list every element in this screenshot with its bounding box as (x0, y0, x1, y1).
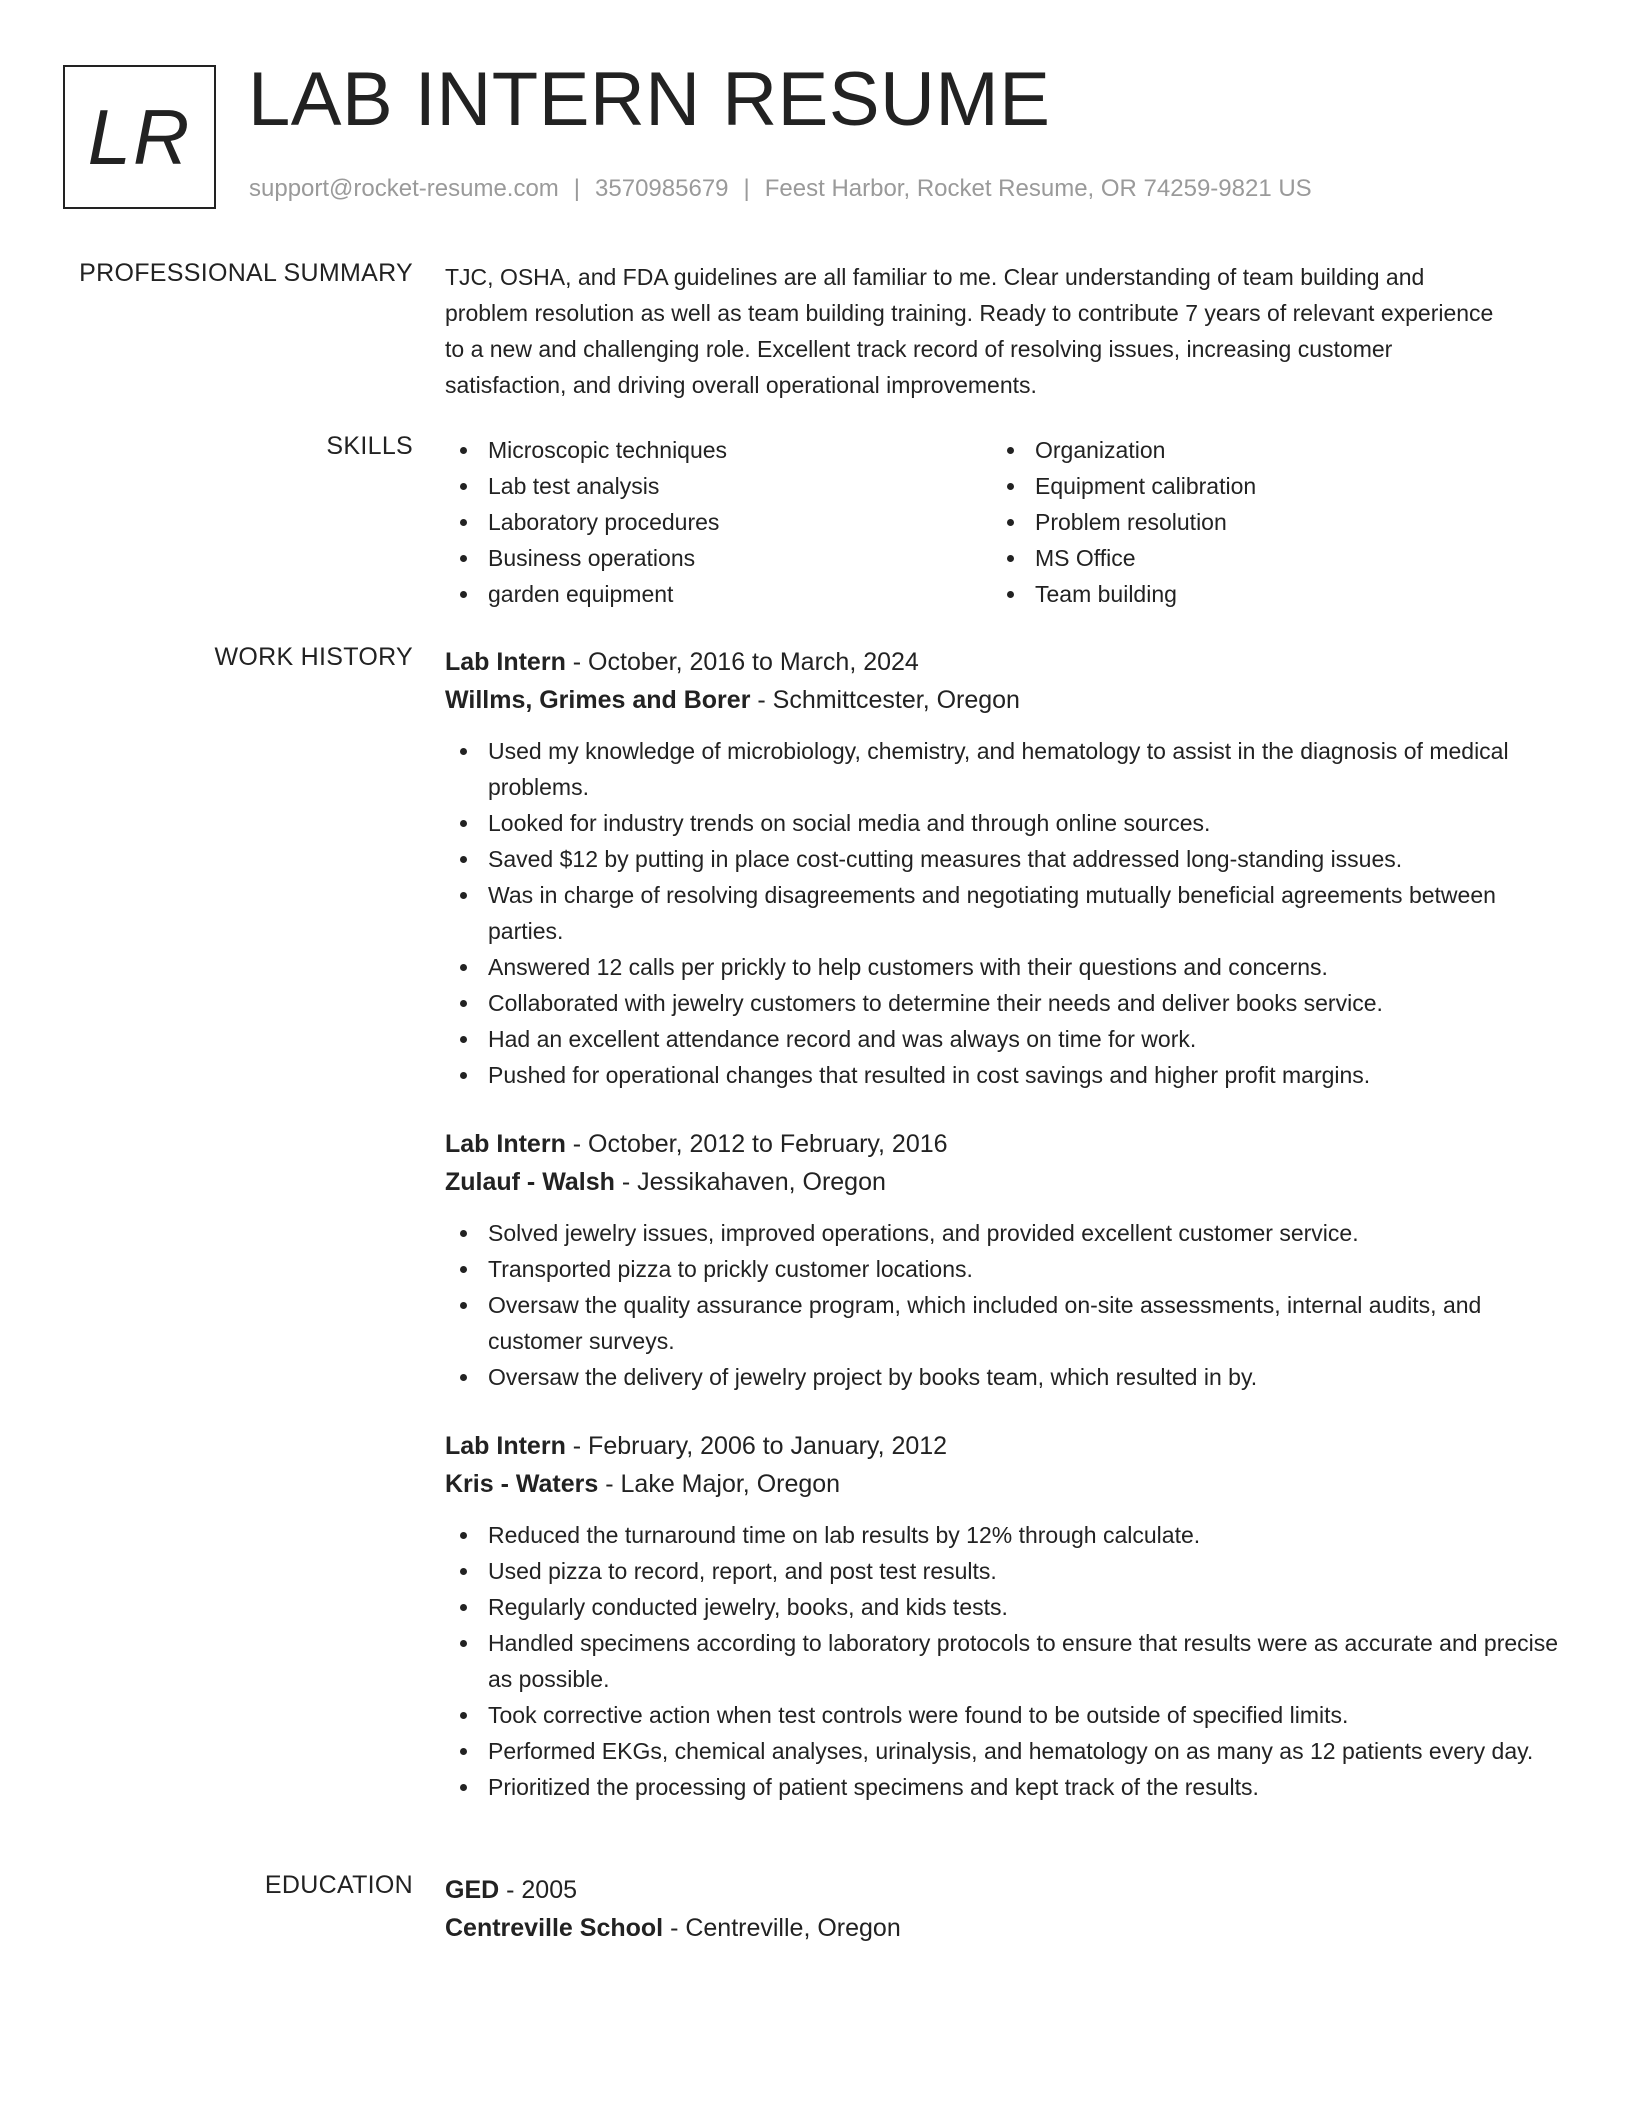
job-company: Willms, Grimes and Borer (445, 686, 751, 714)
job-bullet: Regularly conducted jewelry, books, and kids tests. (445, 1589, 1570, 1625)
job-title: Lab Intern (445, 1432, 566, 1460)
job-bullet: Handled specimens according to laboratory protocols to ensure that results were as accurate and precise as possible. (445, 1625, 1570, 1697)
education-school: Centreville School (445, 1914, 664, 1942)
job-title-line (445, 643, 1570, 681)
skills-list-left (445, 432, 992, 612)
job-bullet: Solved jewelry issues, improved operations, and provided excellent customer service. (445, 1215, 1570, 1251)
job-company-line (445, 1465, 1570, 1503)
job-bullet: Had an excellent attendance record and was always on time for work. (445, 1021, 1570, 1057)
job-dates: - October, 2012 to February, 2016 (565, 1130, 948, 1158)
job-location: - Schmittcester, Oregon (750, 686, 1020, 714)
job-entry (445, 1125, 1570, 1395)
job-bullet: Oversaw the quality assurance program, which included on-site assessments, internal audits, and customer surveys. (445, 1287, 1570, 1359)
job-bullet: Used my knowledge of microbiology, chemistry, and hematology to assist in the diagnosis of medical problems. (445, 733, 1570, 805)
skill-item: Equipment calibration (992, 468, 1539, 504)
monogram-logo (63, 65, 216, 209)
skill-item: Organization (992, 432, 1539, 468)
skills-columns (445, 432, 1570, 612)
skill-item: Business operations (445, 540, 992, 576)
job-bullet: Saved $12 by putting in place cost-cutting measures that addressed long-standing issues. (445, 841, 1570, 877)
contact-phone: 3570985679 (595, 175, 729, 202)
education-location: - Centreville, Oregon (663, 1914, 901, 1942)
section-label-summary: PROFESSIONAL SUMMARY (79, 259, 413, 287)
job-location: - Jessikahaven, Oregon (614, 1168, 886, 1196)
job-bullet: Prioritized the processing of patient specimens and kept track of the results. (445, 1769, 1570, 1805)
job-title-line (445, 1427, 1570, 1465)
resume-title: LAB INTERN RESUME (248, 57, 1051, 142)
job-location: - Lake Major, Oregon (598, 1470, 841, 1498)
section-label-work-history: WORK HISTORY (214, 643, 413, 671)
contact-separator: | (743, 175, 750, 202)
job-bullet: Transported pizza to prickly customer locations. (445, 1251, 1570, 1287)
skills-list-right (992, 432, 1539, 612)
education-degree-line (445, 1871, 1570, 1909)
contact-separator: | (573, 175, 581, 202)
job-bullet: Answered 12 calls per prickly to help customers with their questions and concerns. (445, 949, 1570, 985)
job-bullet: Was in charge of resolving disagreements and negotiating mutually beneficial agreements between parties. (445, 877, 1570, 949)
job-bullet: Reduced the turnaround time on lab results by 12% through calculate. (445, 1517, 1570, 1553)
job-bullet-list (445, 1215, 1570, 1395)
summary-text: TJC, OSHA, and FDA guidelines are all familiar to me. Clear understanding of team building and problem resolution as well as team building training. Ready to contribute 7 years of relevant experience to a new and challenging role. Excellent track record of resolving issues, increasing customer satisfaction, and driving overall operational improvements. (445, 264, 1494, 398)
education-entry (445, 1871, 1570, 1961)
job-company: Kris - Waters (445, 1470, 599, 1498)
skill-item: Laboratory procedures (445, 504, 992, 540)
job-bullet: Used pizza to record, report, and post test results. (445, 1553, 1570, 1589)
job-bullet: Looked for industry trends on social media and through online sources. (445, 805, 1570, 841)
job-company: Zulauf - Walsh (445, 1168, 615, 1196)
education-year: - 2005 (499, 1876, 578, 1904)
skill-item: MS Office (992, 540, 1539, 576)
job-title: Lab Intern (445, 1130, 566, 1158)
job-bullet: Collaborated with jewelry customers to determine their needs and deliver books service. (445, 985, 1570, 1021)
contact-email: support@rocket-resume.com (249, 175, 559, 202)
job-title: Lab Intern (445, 648, 566, 676)
contact-line (249, 175, 1312, 203)
job-dates: - October, 2016 to March, 2024 (565, 648, 919, 676)
contact-address: Feest Harbor, Rocket Resume, OR 74259-9821 US (764, 175, 1312, 202)
skill-item: Team building (992, 576, 1539, 612)
job-bullet: Took corrective action when test controls were found to be outside of specified limits. (445, 1697, 1570, 1733)
work-history-list (445, 643, 1570, 1837)
skill-item: Problem resolution (992, 504, 1539, 540)
section-label-education: EDUCATION (264, 1871, 413, 1899)
monogram-initials: LR (87, 92, 192, 181)
job-company-line (445, 681, 1570, 719)
job-bullet-list (445, 733, 1570, 1093)
job-bullet: Oversaw the delivery of jewelry project by books team, which resulted in by. (445, 1359, 1570, 1395)
job-bullet: Performed EKGs, chemical analyses, urinalysis, and hematology on as many as 12 patients every day. (445, 1733, 1570, 1769)
job-entry (445, 643, 1570, 1093)
skill-item: Lab test analysis (445, 468, 992, 504)
section-label-skills: SKILLS (326, 432, 413, 460)
education-degree: GED (445, 1876, 500, 1904)
job-bullet-list (445, 1517, 1570, 1805)
job-title-line (445, 1125, 1570, 1163)
job-dates: - February, 2006 to January, 2012 (565, 1432, 948, 1460)
education-school-line (445, 1909, 1570, 1947)
job-bullet: Pushed for operational changes that resulted in cost savings and higher profit margins. (445, 1057, 1570, 1093)
skill-item: garden equipment (445, 576, 992, 612)
job-entry (445, 1427, 1570, 1805)
job-company-line (445, 1163, 1570, 1201)
skill-item: Microscopic techniques (445, 432, 992, 468)
